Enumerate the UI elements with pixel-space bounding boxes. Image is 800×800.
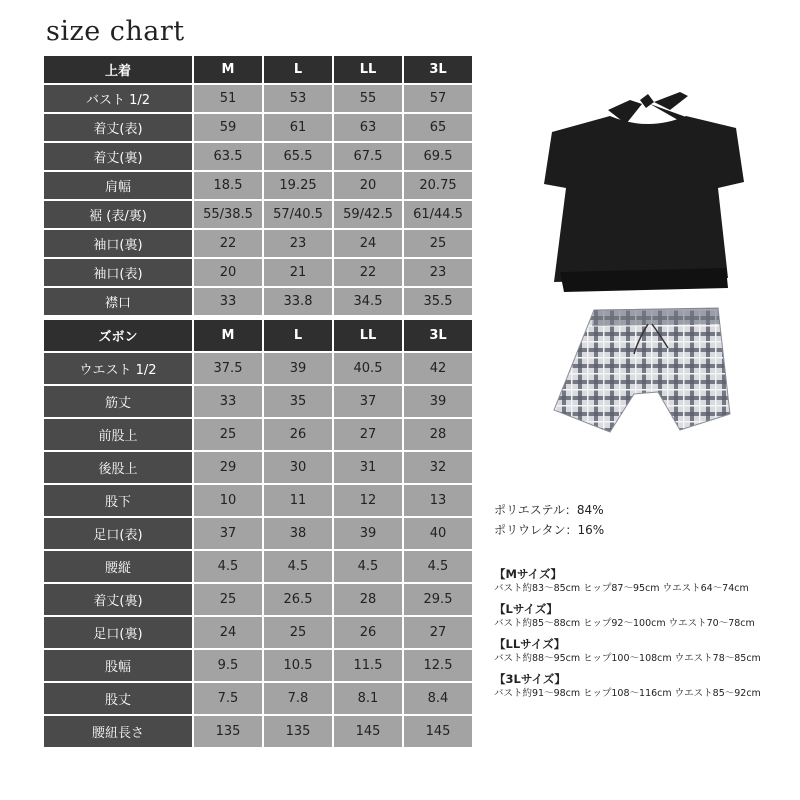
row-label: 股幅 — [44, 650, 192, 681]
value-cell: 22 — [194, 230, 262, 257]
value-cell: 145 — [404, 716, 472, 747]
row-label: 袖口(表) — [44, 259, 192, 286]
value-cell: 51 — [194, 85, 262, 112]
tops-header-row — [44, 56, 472, 83]
value-cell: 27 — [334, 419, 402, 450]
table-row — [44, 617, 472, 648]
black-top — [544, 116, 744, 282]
table-row — [44, 114, 472, 141]
value-cell: 24 — [334, 230, 402, 257]
value-cell: 4.5 — [264, 551, 332, 582]
value-cell: 4.5 — [404, 551, 472, 582]
row-label: 着丈(表) — [44, 114, 192, 141]
value-cell: 37 — [334, 386, 402, 417]
row-label: 袖口(裏) — [44, 230, 192, 257]
value-cell: 39 — [334, 518, 402, 549]
value-cell: 20.75 — [404, 172, 472, 199]
row-label: 着丈(裏) — [44, 143, 192, 170]
value-cell: 19.25 — [264, 172, 332, 199]
value-cell: 67.5 — [334, 143, 402, 170]
value-cell: 55/38.5 — [194, 201, 262, 228]
bottoms-size-table — [42, 318, 474, 749]
size-header-cell: L — [264, 320, 332, 351]
size-note-desc: バスト約91～98cm ヒップ108～116cm ウエスト85～92cm — [494, 688, 761, 699]
row-label: 裾 (表/裏) — [44, 201, 192, 228]
value-cell: 26 — [264, 419, 332, 450]
value-cell: 25 — [194, 419, 262, 450]
value-cell: 28 — [404, 419, 472, 450]
size-note-desc: バスト約83～85cm ヒップ87～95cm ウエスト64～74cm — [494, 583, 749, 594]
table-row — [44, 259, 472, 286]
value-cell: 8.4 — [404, 683, 472, 714]
value-cell: 31 — [334, 452, 402, 483]
value-cell: 65 — [404, 114, 472, 141]
table-row — [44, 85, 472, 112]
value-cell: 9.5 — [194, 650, 262, 681]
plaid-shorts — [554, 308, 730, 432]
page-title: size chart — [46, 16, 185, 47]
value-cell: 25 — [194, 584, 262, 615]
value-cell: 26.5 — [264, 584, 332, 615]
size-header-cell: LL — [334, 56, 402, 83]
value-cell: 12.5 — [404, 650, 472, 681]
value-cell: 34.5 — [334, 288, 402, 315]
value-cell: 61 — [264, 114, 332, 141]
value-cell: 11 — [264, 485, 332, 516]
table-row — [44, 419, 472, 450]
table-row — [44, 353, 472, 384]
size-note-title: 【Mサイズ】 — [494, 567, 563, 581]
value-cell: 7.5 — [194, 683, 262, 714]
value-cell: 26 — [334, 617, 402, 648]
row-label: バスト 1/2 — [44, 85, 192, 112]
value-cell: 25 — [264, 617, 332, 648]
row-label: 襟口 — [44, 288, 192, 315]
row-label: 後股上 — [44, 452, 192, 483]
value-cell: 55 — [334, 85, 402, 112]
value-cell: 23 — [264, 230, 332, 257]
table-row — [44, 551, 472, 582]
value-cell: 12 — [334, 485, 402, 516]
table-row — [44, 716, 472, 747]
value-cell: 39 — [404, 386, 472, 417]
row-label: 筋丈 — [44, 386, 192, 417]
size-note-title: 【LLサイズ】 — [494, 637, 566, 651]
value-cell: 4.5 — [194, 551, 262, 582]
size-note-desc: バスト約85～88cm ヒップ92～100cm ウエスト70～78cm — [494, 618, 755, 629]
value-cell: 10 — [194, 485, 262, 516]
table-row — [44, 143, 472, 170]
value-cell: 39 — [264, 353, 332, 384]
table-row — [44, 201, 472, 228]
value-cell: 30 — [264, 452, 332, 483]
table-row — [44, 518, 472, 549]
value-cell: 33 — [194, 288, 262, 315]
table-row — [44, 650, 472, 681]
value-cell: 38 — [264, 518, 332, 549]
tops-header-label: 上着 — [44, 56, 192, 83]
material-polyurethane: ポリウレタン：16% — [494, 523, 605, 537]
value-cell: 63 — [334, 114, 402, 141]
value-cell: 33 — [194, 386, 262, 417]
size-header-cell: L — [264, 56, 332, 83]
value-cell: 28 — [334, 584, 402, 615]
value-cell: 33.8 — [264, 288, 332, 315]
size-header-cell: LL — [334, 320, 402, 351]
value-cell: 63.5 — [194, 143, 262, 170]
material-polyester: ポリエステル：84% — [494, 503, 604, 517]
value-cell: 29.5 — [404, 584, 472, 615]
table-row — [44, 485, 472, 516]
table-row — [44, 386, 472, 417]
value-cell: 35.5 — [404, 288, 472, 315]
table-row — [44, 683, 472, 714]
row-label: 肩幅 — [44, 172, 192, 199]
value-cell: 4.5 — [334, 551, 402, 582]
value-cell: 7.8 — [264, 683, 332, 714]
value-cell: 69.5 — [404, 143, 472, 170]
value-cell: 40 — [404, 518, 472, 549]
row-label: 腰紐長さ — [44, 716, 192, 747]
size-note-desc: バスト約88～95cm ヒップ100～108cm ウエスト78～85cm — [494, 653, 761, 664]
value-cell: 23 — [404, 259, 472, 286]
value-cell: 57 — [404, 85, 472, 112]
value-cell: 145 — [334, 716, 402, 747]
value-cell: 59 — [194, 114, 262, 141]
value-cell: 18.5 — [194, 172, 262, 199]
value-cell: 40.5 — [334, 353, 402, 384]
bottoms-header-label: ズボン — [44, 320, 192, 351]
value-cell: 35 — [264, 386, 332, 417]
value-cell: 135 — [264, 716, 332, 747]
value-cell: 22 — [334, 259, 402, 286]
size-note-title: 【Lサイズ】 — [494, 602, 558, 616]
bottoms-header-row — [44, 320, 472, 351]
value-cell: 42 — [404, 353, 472, 384]
size-header-cell: 3L — [404, 56, 472, 83]
swimwear-product-image — [530, 92, 770, 452]
value-cell: 21 — [264, 259, 332, 286]
row-label: 足口(表) — [44, 518, 192, 549]
size-header-cell: M — [194, 56, 262, 83]
row-label: 股下 — [44, 485, 192, 516]
table-row — [44, 584, 472, 615]
row-label: 腰縦 — [44, 551, 192, 582]
value-cell: 20 — [194, 259, 262, 286]
value-cell: 59/42.5 — [334, 201, 402, 228]
row-label: ウエスト 1/2 — [44, 353, 192, 384]
table-row — [44, 452, 472, 483]
value-cell: 37.5 — [194, 353, 262, 384]
value-cell: 25 — [404, 230, 472, 257]
table-row — [44, 288, 472, 315]
tops-size-table — [42, 54, 474, 317]
value-cell: 57/40.5 — [264, 201, 332, 228]
size-notes — [494, 560, 761, 700]
row-label: 前股上 — [44, 419, 192, 450]
value-cell: 20 — [334, 172, 402, 199]
size-header-cell: 3L — [404, 320, 472, 351]
size-note-title: 【3Lサイズ】 — [494, 672, 566, 686]
row-label: 足口(裏) — [44, 617, 192, 648]
value-cell: 61/44.5 — [404, 201, 472, 228]
table-row — [44, 230, 472, 257]
value-cell: 24 — [194, 617, 262, 648]
value-cell: 53 — [264, 85, 332, 112]
value-cell: 37 — [194, 518, 262, 549]
value-cell: 13 — [404, 485, 472, 516]
value-cell: 65.5 — [264, 143, 332, 170]
row-label: 着丈(裏) — [44, 584, 192, 615]
value-cell: 32 — [404, 452, 472, 483]
table-row — [44, 172, 472, 199]
row-label: 股丈 — [44, 683, 192, 714]
value-cell: 8.1 — [334, 683, 402, 714]
value-cell: 11.5 — [334, 650, 402, 681]
value-cell: 10.5 — [264, 650, 332, 681]
value-cell: 27 — [404, 617, 472, 648]
value-cell: 135 — [194, 716, 262, 747]
size-header-cell: M — [194, 320, 262, 351]
value-cell: 29 — [194, 452, 262, 483]
material-info — [494, 500, 604, 540]
